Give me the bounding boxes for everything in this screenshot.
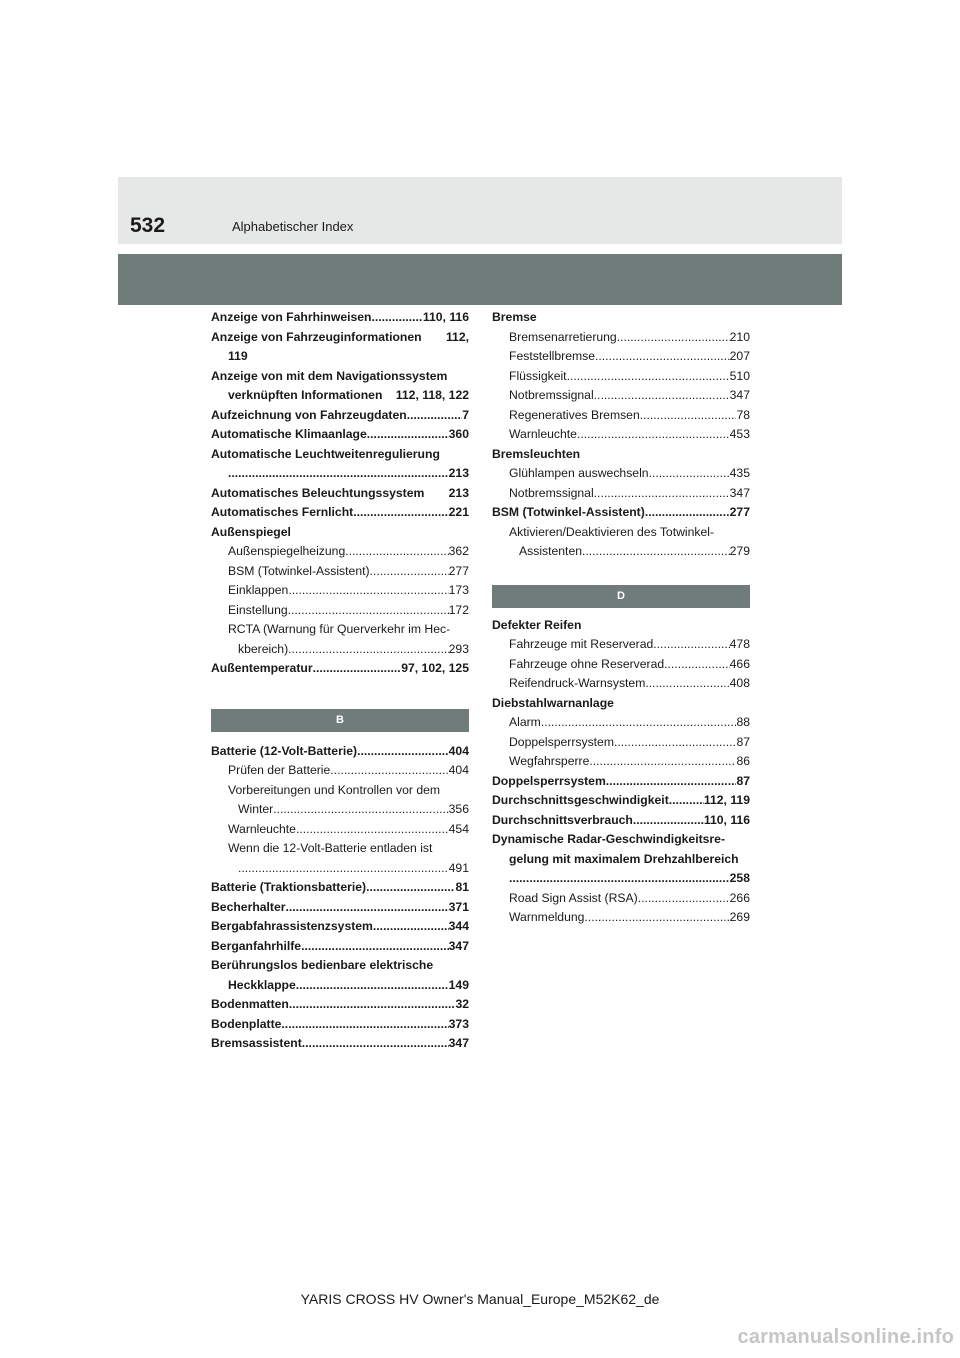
index-subentry[interactable]: Einklappen ..... 173: [211, 581, 469, 601]
index-subentry[interactable]: Wegfahrsperre ..... 86: [492, 752, 750, 772]
chapter-band: [118, 254, 842, 305]
index-subentry-continuation[interactable]: kbereich) ..... 293: [211, 640, 469, 660]
index-entry: Dynamische Radar-Geschwindigkeitsre-: [492, 832, 725, 846]
index-subentry[interactable]: Warnleuchte ..... 454: [211, 820, 469, 840]
index-entry[interactable]: Automatisches Fernlicht ..... 221: [211, 503, 469, 523]
index-entry[interactable]: Doppelsperrsystem ..... 87: [492, 772, 750, 792]
index-subentry[interactable]: Regeneratives Bremsen ..... 78: [492, 406, 750, 426]
index-subentry[interactable]: Prüfen der Batterie ..... 404: [211, 761, 469, 781]
index-entry: Automatische Leuchtweitenregulierung: [211, 446, 440, 461]
index-entry-continuation[interactable]: ..... 213: [211, 464, 469, 484]
index-entry[interactable]: Bodenmatten ..... 32: [211, 995, 469, 1015]
page-number: 532: [130, 214, 166, 237]
index-subentry: Aktivieren/Deaktivieren des Totwinkel-: [509, 524, 715, 539]
index-subentry[interactable]: Road Sign Assist (RSA) ..... 266: [492, 889, 750, 909]
index-subentry: RCTA (Warnung für Querverkehr im Hec-: [228, 622, 451, 636]
index-subentry[interactable]: Glühlampen auswechseln ..... 435: [492, 464, 750, 484]
index-entry-continuation: 119: [228, 349, 248, 363]
index-subentry[interactable]: Fahrzeuge ohne Reserverad ..... 466: [492, 655, 750, 675]
index-entry[interactable]: Außentemperatur ..... 97, 102, 125: [211, 659, 469, 679]
section-letter-d: D: [492, 585, 750, 608]
index-entry[interactable]: Batterie (12-Volt-Batterie) ..... 404: [211, 742, 469, 762]
watermark: carmanualsonline.info: [737, 1326, 954, 1348]
index-entry-continuation[interactable]: ..... 258: [492, 869, 750, 889]
index-entry[interactable]: Becherhalter ..... 371: [211, 898, 469, 918]
index-entry: Außenspiegel: [211, 524, 291, 539]
index-subentry-continuation[interactable]: Assistenten ..... 279: [492, 542, 750, 562]
index-subentry[interactable]: Feststellbremse ..... 207: [492, 347, 750, 367]
index-entry[interactable]: verknüpften Informationen 112, 118, 122: [228, 388, 469, 402]
section-letter-b: B: [211, 709, 469, 732]
index-subentry[interactable]: Bremsenarretierung ..... 210: [492, 328, 750, 348]
index-entry[interactable]: Bergabfahrassistenzsystem ..... 344: [211, 917, 469, 937]
index-entry[interactable]: Aufzeichnung von Fahrzeugdaten ..... 7: [211, 406, 469, 426]
index-entry[interactable]: Anzeige von Fahrhinweisen ..... 110, 116: [211, 308, 469, 328]
index-entry: Bremsleuchten: [492, 446, 581, 461]
index-entry: Diebstahlwarnanlage: [492, 695, 614, 710]
index-subentry[interactable]: Warnmeldung ..... 269: [492, 908, 750, 928]
index-subentry[interactable]: Fahrzeuge mit Reserverad ..... 478: [492, 635, 750, 655]
index-subentry[interactable]: Warnleuchte ..... 453: [492, 425, 750, 445]
header-band: [118, 177, 842, 244]
index-subentry[interactable]: Flüssigkeit ..... 510: [492, 367, 750, 387]
index-entry[interactable]: Bremsassistent ..... 347: [211, 1034, 469, 1054]
index-column-right: [492, 308, 750, 928]
index-subentry[interactable]: Reifendruck-Warnsystem ..... 408: [492, 674, 750, 694]
index-entry[interactable]: Bodenplatte ..... 373: [211, 1015, 469, 1035]
index-entry[interactable]: Automatische Klimaanlage ..... 360: [211, 425, 469, 445]
index-subentry-continuation[interactable]: Winter ..... 356: [211, 800, 469, 820]
index-entry[interactable]: Durchschnittsgeschwindigkeit ..... 112, 119: [492, 791, 750, 811]
section-title: Alphabetischer Index: [232, 219, 354, 234]
index-entry: Berührungslos bedienbare elektrische: [211, 958, 434, 972]
index-subentry[interactable]: Doppelsperrsystem ..... 87: [492, 733, 750, 753]
page-footer: YARIS CROSS HV Owner's Manual_Europe_M52K62_de: [300, 1291, 660, 1307]
index-entry-continuation: gelung mit maximalem Drehzahlbereich: [509, 851, 739, 866]
index-subentry[interactable]: Einstellung ..... 172: [211, 601, 469, 621]
index-entry[interactable]: Anzeige von Fahrzeuginformationen 112,: [211, 329, 469, 344]
index-entry[interactable]: Batterie (Traktionsbatterie) ..... 81: [211, 878, 469, 898]
index-subentry: Wenn die 12-Volt-Batterie entladen ist: [228, 841, 433, 855]
index-entry: Anzeige von mit dem Navigationssystem: [211, 368, 448, 383]
index-subentry[interactable]: Alarm ..... 88: [492, 713, 750, 733]
index-column-left: [211, 308, 469, 1054]
index-entry[interactable]: BSM (Totwinkel-Assistent) ..... 277: [492, 503, 750, 523]
index-entry-continuation[interactable]: Heckklappe ..... 149: [211, 976, 469, 996]
index-entry: Defekter Reifen: [492, 617, 582, 632]
index-subentry: Vorbereitungen und Kontrollen vor dem: [228, 782, 441, 797]
index-subentry[interactable]: BSM (Totwinkel-Assistent) ..... 277: [211, 562, 469, 582]
index-entry[interactable]: Durchschnittsverbrauch ..... 110, 116: [492, 811, 750, 831]
index-subentry[interactable]: Notbremssignal ..... 347: [492, 386, 750, 406]
index-subentry-continuation[interactable]: ..... 491: [211, 859, 469, 879]
index-entry[interactable]: Automatisches Beleuchtungssystem 213: [211, 485, 469, 500]
index-subentry[interactable]: Außenspiegelheizung ..... 362: [211, 542, 469, 562]
index-entry[interactable]: Berganfahrhilfe ..... 347: [211, 937, 469, 957]
index-entry: Bremse: [492, 310, 537, 324]
index-subentry[interactable]: Notbremssignal ..... 347: [492, 484, 750, 504]
